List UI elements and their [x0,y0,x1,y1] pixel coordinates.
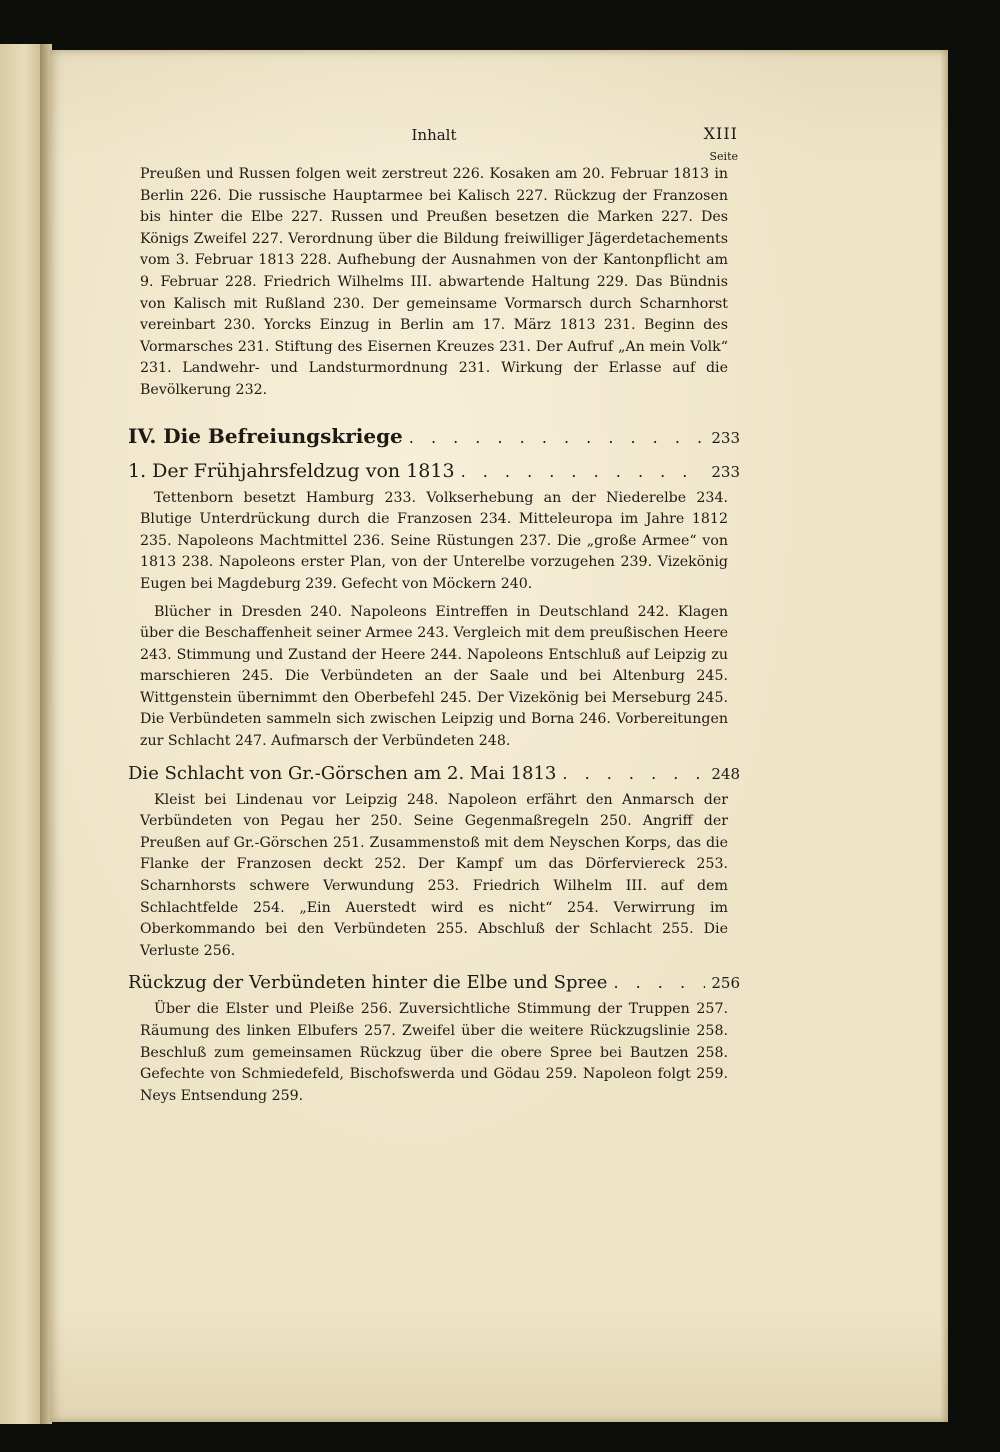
section-entry [128,460,740,482]
page-header [140,124,738,148]
page-edge-shadow [940,50,948,1422]
page-number: XIII [703,124,738,143]
running-title: Inhalt [411,126,457,144]
section-page: 248 [711,764,740,783]
section-title: Die Schlacht von Gr.-Görschen am 2. Mai 1813 [128,762,557,784]
dot-leader [409,428,706,447]
chapter-title: IV. Die Befreiungskriege [128,423,403,448]
dot-leader [461,462,706,481]
dot-leader [562,764,705,783]
section-summary [140,999,728,1107]
section-title: Rückzug der Verbündeten hinter die Elbe und Spree [128,972,608,994]
section-summary [140,488,728,753]
section-page: 233 [711,462,740,481]
chapter-entry [128,424,740,448]
column-label: Seite [709,150,738,163]
section-summary [140,790,728,963]
section-title: 1. Der Frühjahrsfeldzug von 1813 [128,459,455,482]
summary-paragraph: Kleist bei Lindenau vor Leipzig 248. Napoleon erfährt den Anmarsch der Verbündeten von Pegau her 250. Seine Gegenmaßregeln 250. Angriff der Preußen auf Gr.-Görschen 251. Zusammenstoß mit dem Neyschen Korps, das die Flanke der Franzosen deckt 252. Der Kampf um das Dörferviereck 253. Scharnhorsts schwere Verwundung 253. Friedrich Wilhelm III. auf dem Schlachtfelde 254. „Ein Auerstedt wird es nicht“ 254. Verwirrung im Oberkommando bei den Verbündeten 255. Abschluß der Schlacht 255. Die Verluste 256. [140,791,728,959]
table-of-contents [128,124,740,1107]
section-entry [128,972,740,993]
section-entry [128,763,740,784]
section-page: 256 [711,974,740,993]
summary-paragraph: Über die Elster und Pleiße 256. Zuversichtliche Stimmung der Truppen 257. Räumung des linken Elbufers 257. Zweifel über die weitere Rückzugslinie 258. Beschluß zum gemeinsamen Rückzug über die obere Spree bei Bautzen 258. Gefechte von Schmiedefeld, Bischofswerda und Gödau 259. Napoleon folgt 259. Neys Entsendung 259. [140,1001,728,1104]
summary-paragraph: Blücher in Dresden 240. Napoleons Eintreffen in Deutschland 242. Klagen über die Beschaffenheit seiner Armee 243. Vergleich mit dem preußischen Heere 243. Stimmung und Zustand der Heere 244. Napoleons Entschluß auf Leipzig zu marschieren 245. Die Verbündeten an der Saale und bei Altenburg 245. Wittgenstein übernimmt den Oberbefehl 245. Der Vizekönig bei Merseburg 245. Die Verbündeten sammeln sich zwischen Leipzig und Borna 246. Vorbereitungen zur Schlacht 247. Aufmarsch der Verbündeten 248. [140,603,728,750]
dot-leader [613,973,705,992]
intro-paragraph: Preußen und Russen folgen weit zerstreut 226. Kosaken am 20. Februar 1813 in Berlin 226. Die russische Hauptarmee bei Kalisch 227. Rückzug der Franzosen bis hinter die Elbe 227. Russen und Preußen besetzen die Marken 227. Des Königs Zweifel 227. Verordnung über die Bildung freiwilliger Jägerdetachements vom 3. Februar 1813 228. Aufhebung der Ausnahmen von der Kantonpflicht am 9. Februar 228. Friedrich Wilhelms III. abwartende Haltung 229. Das Bündnis von Kalisch mit Rußland 230. Der gemeinsame Vormarsch durch Scharnhorst vereinbart 230. Yorcks Einzug in Berlin am 17. März 1813 231. Beginn des Vormarsches 231. Stiftung des Eisernen Kreuzes 231. Der Aufruf „An mein Volk“ 231. Landwehr- und Landsturmordnung 231. Wirkung der Erlasse auf die Bevölkerung 232. [140,166,728,398]
summary-paragraph: Tettenborn besetzt Hamburg 233. Volkserhebung an der Niederelbe 234. Blutige Unterdrückung durch die Franzosen 234. Mitteleuropa im Jahre 1812 235. Napoleons Machtmittel 236. Seine Rüstungen 237. Die „große Armee“ von 1813 238. Napoleons erster Plan, von der Unterelbe vorzugehen 239. Vizekönig Eugen bei Magdeburg 239. Gefecht von Möckern 240. [140,489,728,592]
chapter-page: 233 [711,428,740,447]
facing-page-edge [0,44,44,1424]
